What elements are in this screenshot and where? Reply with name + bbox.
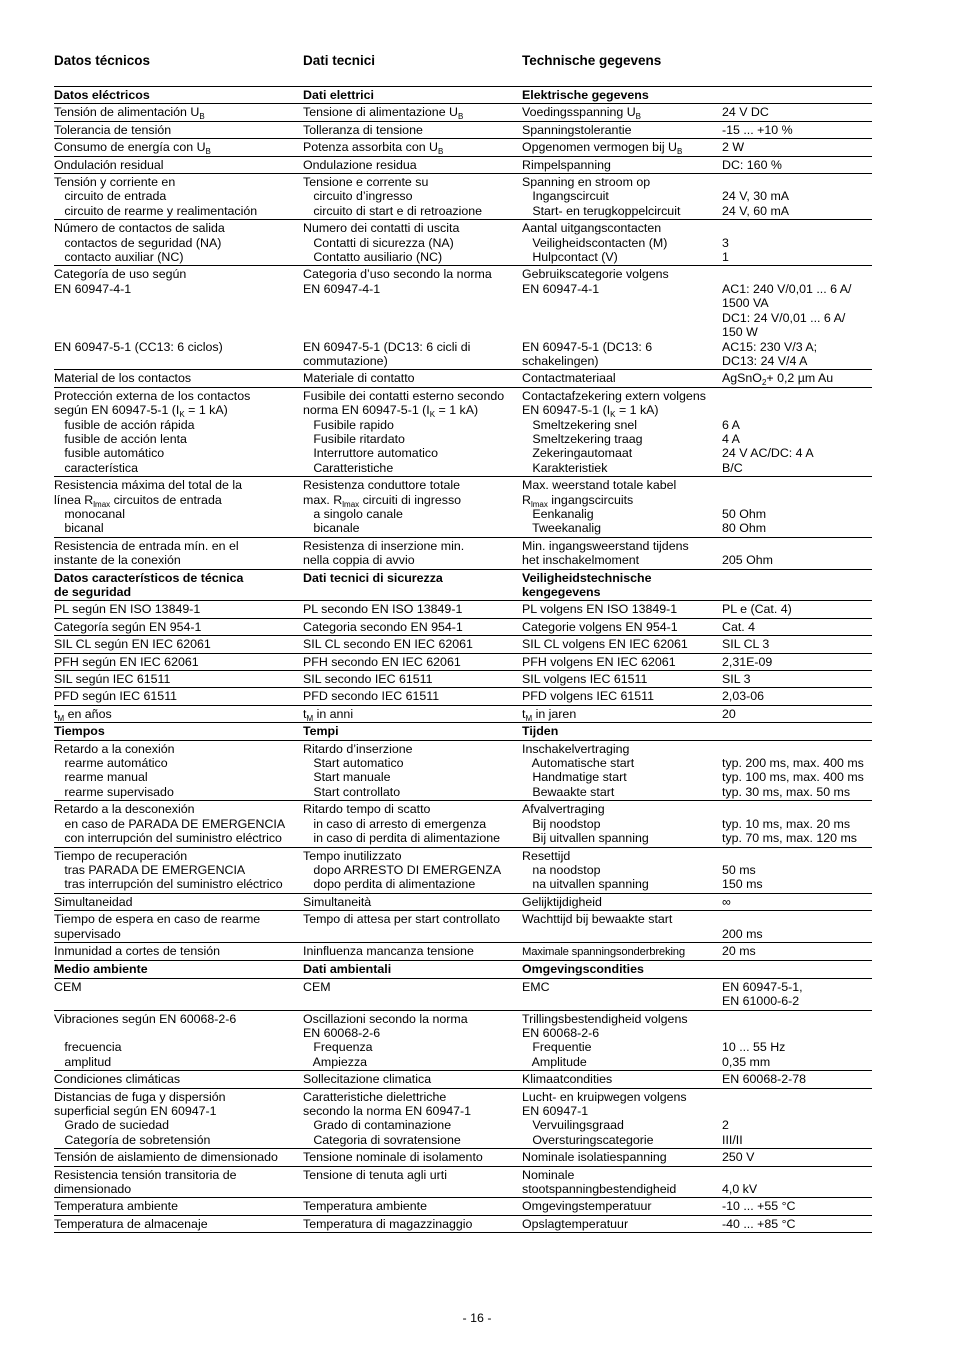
cell-v: 2,31E-09 bbox=[722, 654, 773, 669]
table-row bbox=[54, 1071, 872, 1088]
cell-it: Materiale di contatto bbox=[303, 371, 415, 386]
cell-nl: Categorie volgens EN 954-1 bbox=[522, 619, 678, 634]
cell-es: Temperatura ambiente bbox=[54, 1199, 178, 1214]
cell-v: 24 V, 30 mA 24 V, 60 mA bbox=[722, 189, 790, 218]
section-header-row bbox=[54, 87, 872, 104]
cell-v: 24 V DC bbox=[722, 105, 769, 120]
cell-v: 6 A 4 A 24 V AC/DC: 4 A B/C bbox=[722, 417, 814, 475]
cell-it: CEM bbox=[303, 979, 331, 994]
table-row bbox=[54, 387, 872, 476]
cell-it: Sollecitazione climatica bbox=[303, 1072, 432, 1087]
cell-es: Resistencia tensión transitoria de dimensionado bbox=[54, 1167, 237, 1197]
section-header-row bbox=[54, 569, 872, 601]
table-row bbox=[54, 370, 872, 387]
cell-es: Protección externa de los contactos según EN 60947-5-1 ($I_K = 1$ kA) fusible de acción rápida fusible de acción lenta fusible automático característica bbox=[54, 388, 251, 475]
table-row bbox=[54, 1198, 872, 1215]
cell-v: ∞ bbox=[722, 894, 731, 909]
cell-nl: Spanning en stroom op Ingangscircuit Start- en terugkoppelcircuit bbox=[522, 175, 681, 218]
cell-nl: Max. weerstand totale kabel $R_{lmax}$ ingangscircuits Eenkanalig Tweekanalig bbox=[522, 478, 677, 536]
cell-nl: $t_M$ in jaren bbox=[522, 706, 577, 723]
cell-nl: Gelijktijdigheid bbox=[522, 894, 602, 909]
cell-it: $t_M$ in anni bbox=[303, 706, 354, 723]
table-row bbox=[54, 740, 872, 801]
table-row bbox=[54, 911, 872, 943]
cell-es: Tiempos bbox=[54, 724, 105, 739]
table-row bbox=[54, 104, 872, 121]
cell-it: Dati elettrici bbox=[303, 88, 374, 102]
cell-es: SIL según IEC 61511 bbox=[54, 672, 171, 687]
cell-it: Tensione nominale di isolamento bbox=[303, 1150, 483, 1165]
cell-es: Temperatura de almacenaje bbox=[54, 1216, 208, 1231]
table-row bbox=[54, 601, 872, 618]
table-row bbox=[54, 1215, 872, 1232]
cell-v: 250 V bbox=[722, 1150, 755, 1165]
cell-nl: Contactmateriaal bbox=[522, 371, 616, 386]
header-nl: Technische gegevens bbox=[522, 53, 662, 68]
cell-it: SIL CL secondo EN IEC 62061 bbox=[303, 637, 473, 652]
cell-it: Ininfluenza mancanza tensione bbox=[303, 943, 474, 958]
cell-it: Categoria secondo EN 954-1 bbox=[303, 619, 463, 634]
cell-es: Tiempo de espera en caso de rearme supervisado bbox=[54, 912, 261, 941]
cell-it: Tempi bbox=[303, 724, 339, 739]
cell-it: Simultaneità bbox=[303, 894, 372, 909]
cell-it: Dati tecnici di sicurezza bbox=[303, 570, 443, 585]
cell-it: Caratteristiche dielettriche secondo la norma EN 60947-1 Grado di contaminazione Categoria di sovratensione bbox=[303, 1089, 472, 1147]
cell-es: Inmunidad a cortes de tensión bbox=[54, 943, 221, 958]
cell-es: Tolerancia de tensión bbox=[54, 122, 172, 137]
cell-v: 4,0 kV bbox=[722, 1182, 758, 1197]
cell-it: SIL secondo IEC 61511 bbox=[303, 672, 433, 687]
cell-v bbox=[722, 961, 872, 978]
cell-es: Distancias de fuga y dispersión superficial según EN 60947-1 Grado de suciedad Categoría de sobretensión bbox=[54, 1089, 226, 1147]
cell-v: AC1: 240 V/0,01 ... 6 A/ 1500 VA DC1: 24 V/0,01 ... 6 A/ 150 W AC15: 230 V/3 A; DC13: 24 V/4 A bbox=[722, 281, 852, 368]
table-row bbox=[54, 156, 872, 173]
cell-it: Ritardo tempo di scatto in caso di arresto di emergenza in caso di perdita di alimentazione bbox=[303, 802, 500, 846]
cell-es: Consumo de energía con $U_B$ bbox=[54, 140, 211, 157]
cell-nl: Aantal uitgangscontacten Veiligheidscontacten (M) Hulpcontact (V) bbox=[522, 221, 668, 265]
cell-v: 2,03-06 bbox=[722, 689, 765, 704]
table-row bbox=[54, 688, 872, 705]
cell-v: -40 ... +85 °C bbox=[722, 1216, 796, 1231]
cell-nl: PFH volgens EN IEC 62061 bbox=[522, 654, 676, 669]
cell-es: Número de contactos de salida contactos de seguridad (NA) contacto auxiliar (NC) bbox=[54, 221, 225, 265]
table-row bbox=[54, 847, 872, 893]
column-headers bbox=[54, 53, 872, 73]
cell-es: Ondulación residual bbox=[54, 157, 164, 172]
cell-v: -10 ... +55 °C bbox=[722, 1199, 796, 1214]
table-row bbox=[54, 220, 872, 266]
table-row bbox=[54, 121, 872, 138]
table-row bbox=[54, 618, 872, 635]
cell-nl: Elektrische gegevens bbox=[522, 88, 649, 102]
cell-v: 3 1 bbox=[722, 235, 729, 265]
cell-it: Categoria d’uso secondo la norma EN 60947-4-1 EN 60947-5-1 (DC13: 6 cicli di commutazione) bbox=[303, 267, 492, 368]
table-row bbox=[54, 174, 872, 220]
cell-nl: Rimpelspanning bbox=[522, 157, 611, 172]
table-row bbox=[54, 537, 872, 569]
cell-nl: Nominale isolatiespanning bbox=[522, 1150, 667, 1165]
cell-it: Potenza assorbita con $U_B$ bbox=[303, 140, 444, 157]
cell-it: Dati ambientali bbox=[303, 962, 392, 977]
cell-nl: SIL volgens IEC 61511 bbox=[522, 672, 648, 687]
cell-nl: PFD volgens IEC 61511 bbox=[522, 689, 655, 704]
cell-es: CEM bbox=[54, 979, 82, 994]
cell-nl: Resettijd na noodstop na uitvallen spanning bbox=[522, 848, 649, 892]
cell-it: Ondulazione residua bbox=[303, 157, 417, 172]
cell-v: typ. 10 ms, max. 20 ms typ. 70 ms, max. 120 ms bbox=[722, 816, 857, 846]
table-row bbox=[54, 801, 872, 847]
cell-v: Cat. 4 bbox=[722, 619, 756, 634]
cell-v bbox=[722, 569, 872, 601]
cell-nl: Opgenomen vermogen bij $U_B$ bbox=[522, 140, 683, 157]
cell-it: PL secondo EN ISO 13849-1 bbox=[303, 602, 463, 617]
cell-es: Datos eléctricos bbox=[54, 88, 150, 102]
cell-nl: Afvalvertraging Bij noodstop Bij uitvallen spanning bbox=[522, 802, 649, 846]
cell-v: 50 Ohm 80 Ohm bbox=[722, 506, 767, 536]
cell-nl: PL volgens EN ISO 13849-1 bbox=[522, 602, 678, 617]
cell-nl: Spanningstolerantie bbox=[522, 122, 632, 137]
cell-v: 20 ms bbox=[722, 943, 756, 958]
table-row bbox=[54, 893, 872, 910]
cell-es: Tensión de aislamiento de dimensionado bbox=[54, 1150, 278, 1165]
cell-v: 50 ms 150 ms bbox=[722, 862, 763, 892]
cell-es: Resistencia máxima del total de la línea $R_{lmax}$ circuitos de entrada monocanal bicanal bbox=[54, 478, 243, 536]
cell-v bbox=[722, 87, 872, 104]
cell-nl: Inschakelvertraging Automatische start Handmatige start Bewaakte start bbox=[522, 741, 635, 799]
cell-it: Ritardo d’inserzione Start automatico Start manuale Start controllato bbox=[303, 741, 413, 799]
cell-it: Tempo di attesa per start controllato bbox=[303, 912, 500, 927]
cell-es: Tensión y corriente en circuito de entrada circuito de rearme y realimentación bbox=[54, 175, 258, 218]
cell-es: Resistencia de entrada mín. en el instante de la conexión bbox=[54, 538, 239, 568]
table-row bbox=[54, 139, 872, 156]
cell-es: Vibraciones según EN 60068-2-6 frecuencia amplitud bbox=[54, 1011, 237, 1069]
cell-v: 205 Ohm bbox=[722, 553, 773, 568]
cell-it: Fusibile dei contatti esterno secondo norma EN 60947-5-1 ($I_K = 1$ kA) Fusibile rapido Fusibile ritardato Interruttore automatico Caratteristiche bbox=[303, 388, 505, 475]
cell-v: EN 60947-5-1, EN 61000-6-2 bbox=[722, 979, 803, 1009]
cell-it: Tensione e corrente su circuito d’ingresso circuito di start e di retroazione bbox=[303, 175, 483, 218]
cell-nl: SIL CL volgens EN IEC 62061 bbox=[522, 637, 688, 652]
cell-v: SIL 3 bbox=[722, 672, 751, 687]
table-row bbox=[54, 1166, 872, 1198]
header-es: Datos técnicos bbox=[54, 53, 151, 68]
table-row bbox=[54, 1010, 872, 1071]
cell-v: -15 ... +10 % bbox=[722, 122, 793, 137]
cell-it: PFD secondo IEC 61511 bbox=[303, 689, 440, 704]
cell-nl: Omgevingstemperatuur bbox=[522, 1199, 652, 1214]
cell-nl: Omgevingscondities bbox=[522, 962, 644, 977]
cell-nl: Wachttijd bij bewaakte start bbox=[522, 912, 673, 927]
table-row bbox=[54, 636, 872, 653]
cell-es: Datos característicos de técnica de seguridad bbox=[54, 570, 244, 599]
cell-nl: Veiligheidstechnische kengegevens bbox=[522, 570, 652, 599]
cell-it: Resistenza di inserzione min. nella coppia di avvio bbox=[303, 538, 465, 568]
cell-v: EN 60068-2-78 bbox=[722, 1072, 807, 1087]
cell-es: Tensión de alimentación $U_B$ bbox=[54, 105, 205, 122]
cell-nl: Klimaatcondities bbox=[522, 1072, 613, 1087]
cell-nl: Voedingsspanning $U_B$ bbox=[522, 105, 642, 122]
cell-v: SIL CL 3 bbox=[722, 637, 770, 652]
cell-v: DC: 160 % bbox=[722, 157, 782, 172]
cell-es: Tiempo de recuperación tras PARADA DE EMERGENCIA tras interrupción del suministro eléctrico bbox=[54, 848, 283, 892]
cell-nl: Gebruikscategorie volgens EN 60947-4-1 EN 60947-5-1 (DC13: 6 schakelingen) bbox=[522, 267, 669, 368]
cell-it: Tolleranza di tensione bbox=[303, 122, 423, 137]
cell-v: 2 W bbox=[722, 140, 745, 155]
cell-it: Tensione di alimentazione $U_B$ bbox=[303, 105, 464, 122]
cell-es: Categoría de uso según EN 60947-4-1 EN 60947-5-1 (CC13: 6 ciclos) bbox=[54, 267, 223, 354]
cell-es: Retardo a la conexión rearme automático rearme manual rearme supervisado bbox=[54, 741, 175, 799]
cell-es: Condiciones climáticas bbox=[54, 1072, 181, 1087]
table-row bbox=[54, 705, 872, 722]
header-it: Dati tecnici bbox=[303, 53, 376, 68]
cell-nl: Trillingsbestendigheid volgens EN 60068-2-6 Frequentie Amplitude bbox=[522, 1011, 688, 1069]
cell-v: AgSnO$_2$+ 0,2 µm Au bbox=[722, 371, 834, 388]
cell-es: Simultaneidad bbox=[54, 894, 133, 909]
cell-it: Tempo inutilizzato dopo ARRESTO DI EMERGENZA dopo perdita di alimentazione bbox=[303, 848, 502, 892]
cell-nl: Min. ingangsweerstand tijdens het inschakelmoment bbox=[522, 538, 689, 568]
cell-es: PL según EN ISO 13849-1 bbox=[54, 602, 201, 617]
cell-v: 10 ... 55 Hz 0,35 mm bbox=[722, 1040, 786, 1069]
cell-it: Tensione di tenuta agli urti bbox=[303, 1167, 447, 1182]
cell-nl: Maximale spanningsonderbreking bbox=[522, 945, 685, 958]
section-header-row bbox=[54, 723, 872, 740]
table-row bbox=[54, 477, 872, 538]
cell-es: Retardo a la desconexión en caso de PARADA DE EMERGENCIA con interrupción del suministro eléctrico bbox=[54, 802, 286, 846]
table-row bbox=[54, 1149, 872, 1166]
cell-es: Categoría según EN 954-1 bbox=[54, 619, 202, 634]
table-row bbox=[54, 266, 872, 370]
cell-nl: Opslagtemperatuur bbox=[522, 1216, 629, 1231]
cell-it: Oscillazioni secondo la norma EN 60068-2-6 Frequenza Ampiezza bbox=[303, 1011, 468, 1069]
cell-es: Medio ambiente bbox=[54, 962, 148, 977]
table-row bbox=[54, 1088, 872, 1149]
page-number: - 16 - bbox=[462, 1311, 492, 1325]
cell-v: typ. 200 ms, max. 400 ms typ. 100 ms, max. 400 ms typ. 30 ms, max. 50 ms bbox=[722, 756, 864, 799]
table-row bbox=[54, 653, 872, 670]
section-header-row bbox=[54, 961, 872, 978]
cell-it: Numero dei contatti di uscita Contatti di sicurezza (NA) Contatto ausiliario (NC) bbox=[303, 221, 460, 265]
cell-es: Material de los contactos bbox=[54, 371, 192, 386]
table-row bbox=[54, 978, 872, 1010]
cell-es: PFH según EN IEC 62061 bbox=[54, 654, 199, 669]
cell-es: SIL CL según EN IEC 62061 bbox=[54, 637, 211, 652]
tech-data-table bbox=[54, 86, 872, 1233]
cell-v: 20 bbox=[722, 706, 736, 721]
table-row bbox=[54, 671, 872, 688]
cell-nl: Tijden bbox=[522, 724, 559, 739]
cell-v: 2 III/II bbox=[722, 1118, 743, 1147]
cell-es: PFD según IEC 61511 bbox=[54, 689, 178, 704]
cell-v: PL e (Cat. 4) bbox=[722, 602, 792, 617]
cell-nl: Lucht- en kruipwegen volgens EN 60947-1 Vervuilingsgraad Oversturingscategorie bbox=[522, 1089, 687, 1147]
cell-it: PFH secondo EN IEC 62061 bbox=[303, 654, 461, 669]
cell-it: Temperatura ambiente bbox=[303, 1199, 427, 1214]
cell-es: $t_M$ en años bbox=[54, 706, 112, 723]
table-row bbox=[54, 942, 872, 960]
tech-data-body bbox=[54, 87, 872, 1233]
cell-v: 200 ms bbox=[722, 926, 763, 941]
cell-nl: Nominale stootspanningbestendigheid bbox=[522, 1167, 677, 1197]
cell-it: Resistenza conduttore totale max. $R_{lmax}$ circuiti di ingresso a singolo canale bicanale bbox=[303, 478, 462, 536]
cell-nl: EMC bbox=[522, 979, 550, 994]
cell-it: Temperatura di magazzinaggio bbox=[303, 1216, 473, 1231]
cell-v bbox=[722, 723, 872, 740]
cell-nl: Contactafzekering extern volgens EN 60947-5-1 ($I_K = 1$ kA) Smeltzekering snel Smeltzekering traag Zekeringautomaat Karakteristiek bbox=[522, 388, 706, 475]
